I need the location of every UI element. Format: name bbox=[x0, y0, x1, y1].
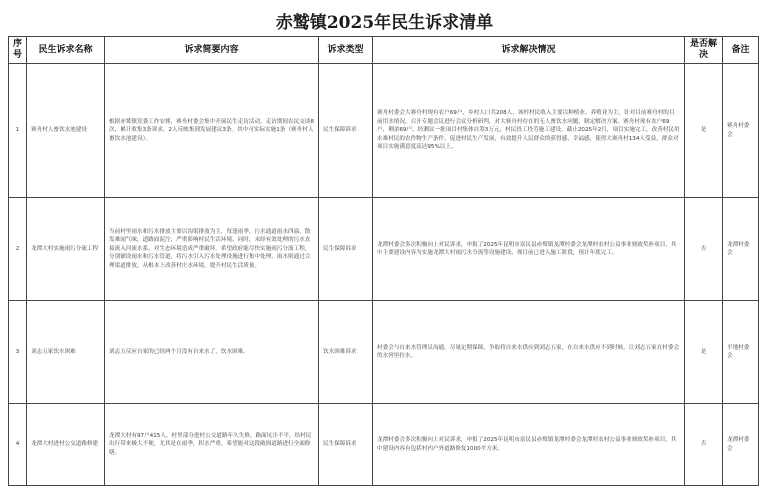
cell-content: 当前村里雨水和污水排放主要以沟渠排放为主，每逢雨季，污水通道雨水四溢，散发难闻气味，道路面泥泞，严重影响村民生活环境。同时，未经有效处理的污水直接流入河流水系，对生态环境造成严重破坏。希望政府能尽快实施雨污分流工程，分别铺设雨水和污水管道，将污水引入污水处理设施进行集中处理，雨水则通过合理渠道排放，从根本上改善村庄水环境，提升村民生活质量。 bbox=[105, 198, 319, 301]
cell-content: 龙潭大村有97户415人，村里部分进村公交道路年久失修，路面坑洼不平，给村民出行带来极大不便，尤其是在雨季，积水严重，希望能对这段破损道路进行全面修缮。 bbox=[105, 404, 319, 486]
cell-no: 2 bbox=[9, 198, 27, 301]
cell-name: 龙潭大村实施雨污分流工程 bbox=[27, 198, 105, 301]
cell-type: 饮水困难诉求 bbox=[319, 301, 373, 404]
cell-resolved: 是 bbox=[685, 301, 723, 404]
cell-no: 3 bbox=[9, 301, 27, 404]
cell-solution: 村委会与自来水管理员沟通，尽量定期保障，争取将自来水供应到刘志五家，在自来水供应不到时候，让刘志五家在村委会的水窖里拉水。 bbox=[373, 301, 685, 404]
cell-type: 民生保障诉求 bbox=[319, 64, 373, 198]
cell-resolved: 否 bbox=[685, 198, 723, 301]
cell-name: 赛舟村人畜饮水池建设 bbox=[27, 64, 105, 198]
cell-content: 根据赤鹫镇党委工作安排，赛舟村委会集中开展民生走访活动。走访期间农民交谈8次，累计收集3条诉求，2人反映集到发展建议3条。其中可实际实施1条（赛舟村人畜饮水池建设）。 bbox=[105, 64, 319, 198]
cell-note: 龙潭村委会 bbox=[723, 404, 759, 486]
cell-content: 刘志五反应自家的已经两个月没有自来水了，饮水困难。 bbox=[105, 301, 319, 404]
petition-table bbox=[8, 36, 759, 486]
cell-no: 4 bbox=[9, 404, 27, 486]
cell-note: 龙潭村委会 bbox=[723, 198, 759, 301]
cell-solution: 赛舟村委会大赛舟村现有农户69户，乡村人口共208人，该村村民收入主要以种植业、养殖业为主。针对目前赛舟村的目前用水情况，召开专题会议进行会议分析研判，对大赛舟村存在的无人畜饮水问题，制定解决方案。赛舟村现有农户69户，剩余69户，经测议一批项目村集体自筹3万元，村民投工投劳施工建设。截止2025年2月，项目实施完工，改善村民用水难村民的农作物生产条件，促进村民生产发展，有效提升人民群众的获得感、幸福感，使得大赛舟村134人受益，群众对项目实施满意度高达95%以上。 bbox=[373, 64, 685, 198]
header-content: 诉求简要内容 bbox=[105, 37, 319, 64]
header-type: 诉求类型 bbox=[319, 37, 373, 64]
table-row bbox=[9, 301, 759, 404]
cell-name: 龙潭大村进村公交道路修建 bbox=[27, 404, 105, 486]
table-row bbox=[9, 404, 759, 486]
cell-note: 赛舟村委会 bbox=[723, 64, 759, 198]
cell-name: 刘志五家饮水困难 bbox=[27, 301, 105, 404]
table-row bbox=[9, 198, 759, 301]
cell-no: 1 bbox=[9, 64, 27, 198]
cell-type: 民生保障诉求 bbox=[319, 404, 373, 486]
cell-solution: 龙潭村委会多次积极向上对民诉求，申报了2025年昆明市富民县赤鹫镇龙潭村委会龙潭村农村公益事业财政奖补项目，其中建设内容有包括村内户外道路修复1000平方米。 bbox=[373, 404, 685, 486]
table-header-row bbox=[9, 37, 759, 64]
header-no: 序号 bbox=[9, 37, 27, 64]
document-title: 赤鹫镇2025年民生诉求清单 bbox=[275, 13, 494, 33]
cell-resolved: 否 bbox=[685, 404, 723, 486]
cell-solution: 龙潭村委会多次积极向上对民诉求，申报了2025年昆明市富民县赤鹫镇龙潭村委会龙潭村农村公益事业财政奖补项目，其中主要建设内容为实施龙潭大村雨污水分流等设施建设，现目前已进入施工阶段，预计年底完工。 bbox=[373, 198, 685, 301]
header-name: 民生诉求名称 bbox=[27, 37, 105, 64]
header-solution: 诉求解决情况 bbox=[373, 37, 685, 64]
header-note: 备注 bbox=[723, 37, 759, 64]
table-row bbox=[9, 64, 759, 198]
cell-resolved: 是 bbox=[685, 64, 723, 198]
cell-type: 民生保障诉求 bbox=[319, 198, 373, 301]
cell-note: 平地村委会 bbox=[723, 301, 759, 404]
header-resolved: 是否解决 bbox=[685, 37, 723, 64]
